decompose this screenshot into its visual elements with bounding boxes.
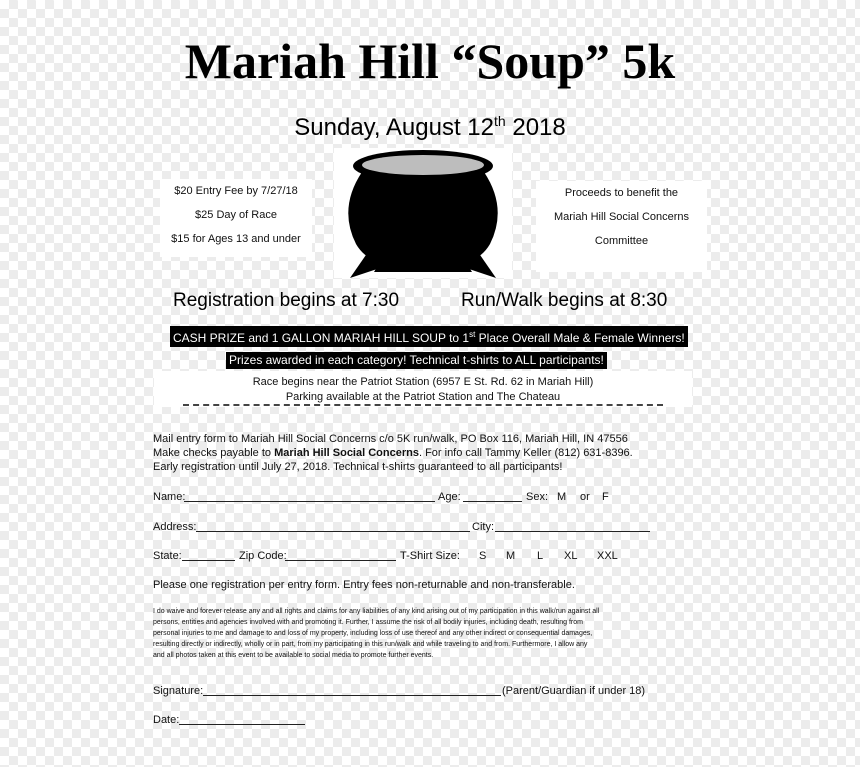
info-phone-text: . For info call Tammy Keller (812) 631-8396. [418, 447, 633, 459]
registration-policy-note: Please one registration per entry form. Entry fees non-returnable and non-transferable. [153, 579, 575, 591]
sex-or-text: or [580, 491, 590, 503]
event-date [0, 104, 860, 145]
age-label: Age: [438, 491, 461, 503]
cash-prize-text-end: Place Overall Male & Female Winners! [475, 331, 685, 345]
fee-line: $25 Day of Race [195, 209, 277, 221]
sex-option-m[interactable]: M [557, 491, 567, 503]
run-walk-time: Run/Walk begins at 8:30 [461, 290, 668, 311]
tshirt-size-s[interactable]: S [479, 550, 487, 562]
payee-name: Mariah Hill Social Concerns [274, 447, 419, 459]
signature-field[interactable] [203, 684, 501, 696]
fee-line: $15 for Ages 13 and under [171, 233, 301, 245]
date-field[interactable] [179, 713, 305, 725]
location-line: Race begins near the Patriot Station (6957 E St. Rd. 62 in Mariah Hill) [252, 376, 594, 388]
cash-prize-suffix: st [469, 330, 476, 339]
waiver-line: persons, entities and agencies involved with and promoting it. Further, I assume the risk of all bodily injuries, including death, resulting from [153, 619, 583, 626]
date-label: Date: [153, 714, 180, 726]
waiver-line: I do waive and forever release any and all rights and claims for any liabilities of any kind arising out of my participation in this walk/run against all [153, 608, 600, 615]
sex-label: Sex: [526, 491, 549, 503]
address-field[interactable] [196, 520, 470, 532]
tshirt-size-m[interactable]: M [506, 550, 516, 562]
event-date-suffix: th [493, 113, 506, 129]
signature-label: Signature: [153, 685, 204, 697]
zip-label: Zip Code: [239, 550, 287, 562]
zip-field[interactable] [285, 549, 396, 561]
parking-line: Parking available at the Patriot Station and The Chateau [285, 391, 561, 403]
waiver-line: personal injuries to me and damage to and loss of my property, including loss of use thereof and any other indirect or consequential damages, [153, 630, 593, 637]
soup-pot-icon [334, 148, 512, 278]
entry-fee-box [160, 179, 312, 257]
tshirt-size-xxl[interactable]: XXL [597, 550, 618, 562]
state-label: State: [153, 550, 182, 562]
fee-line: $20 Entry Fee by 7/27/18 [174, 185, 298, 197]
waiver-line: and all photos taken at this event to be available to social media to promote further events. [153, 652, 434, 659]
proceeds-line: Mariah Hill Social Concerns [553, 211, 690, 223]
city-label: City: [472, 521, 494, 533]
name-field[interactable] [184, 490, 435, 502]
address-label: Address: [153, 521, 197, 533]
event-date-year: 2018 [505, 114, 566, 141]
tshirt-size-l[interactable]: L [537, 550, 544, 562]
cut-line [183, 404, 663, 412]
event-date-main: Sunday, August 12 [294, 114, 494, 141]
waiver-line: resulting directly or indirectly, wholly or in part, from my participating in this run/walk and while traveling to and from. Furthermore, I allow any [153, 641, 588, 648]
cash-prize-banner [170, 326, 688, 347]
proceeds-box [536, 181, 707, 272]
tshirt-size-xl[interactable]: XL [564, 550, 578, 562]
early-registration-note: Early registration until July 27, 2018. Technical t-shirts guaranteed to all participants! [153, 461, 563, 473]
proceeds-line: Committee [594, 235, 649, 247]
tshirt-size-label: T-Shirt Size: [400, 550, 460, 562]
guardian-note: (Parent/Guardian if under 18) [502, 685, 646, 697]
check-text: Make checks payable to [153, 447, 275, 459]
sex-option-f[interactable]: F [602, 491, 609, 503]
check-instructions [153, 446, 633, 460]
registration-time: Registration begins at 7:30 [173, 290, 400, 311]
location-box [154, 371, 692, 407]
prizes-banner: Prizes awarded in each category! Technical t-shirts to ALL participants! [226, 352, 607, 369]
proceeds-line: Proceeds to benefit the [564, 187, 679, 199]
age-field[interactable] [463, 490, 522, 502]
event-title: Mariah Hill “Soup” 5k [184, 33, 676, 89]
mail-instructions: Mail entry form to Mariah Hill Social Concerns c/o 5K run/walk, PO Box 116, Mariah Hill, IN 47556 [153, 433, 628, 445]
state-field[interactable] [182, 549, 235, 561]
cash-prize-text: CASH PRIZE and 1 GALLON MARIAH HILL SOUP to 1 [173, 331, 470, 345]
city-field[interactable] [495, 520, 650, 532]
name-label: Name: [153, 491, 186, 503]
